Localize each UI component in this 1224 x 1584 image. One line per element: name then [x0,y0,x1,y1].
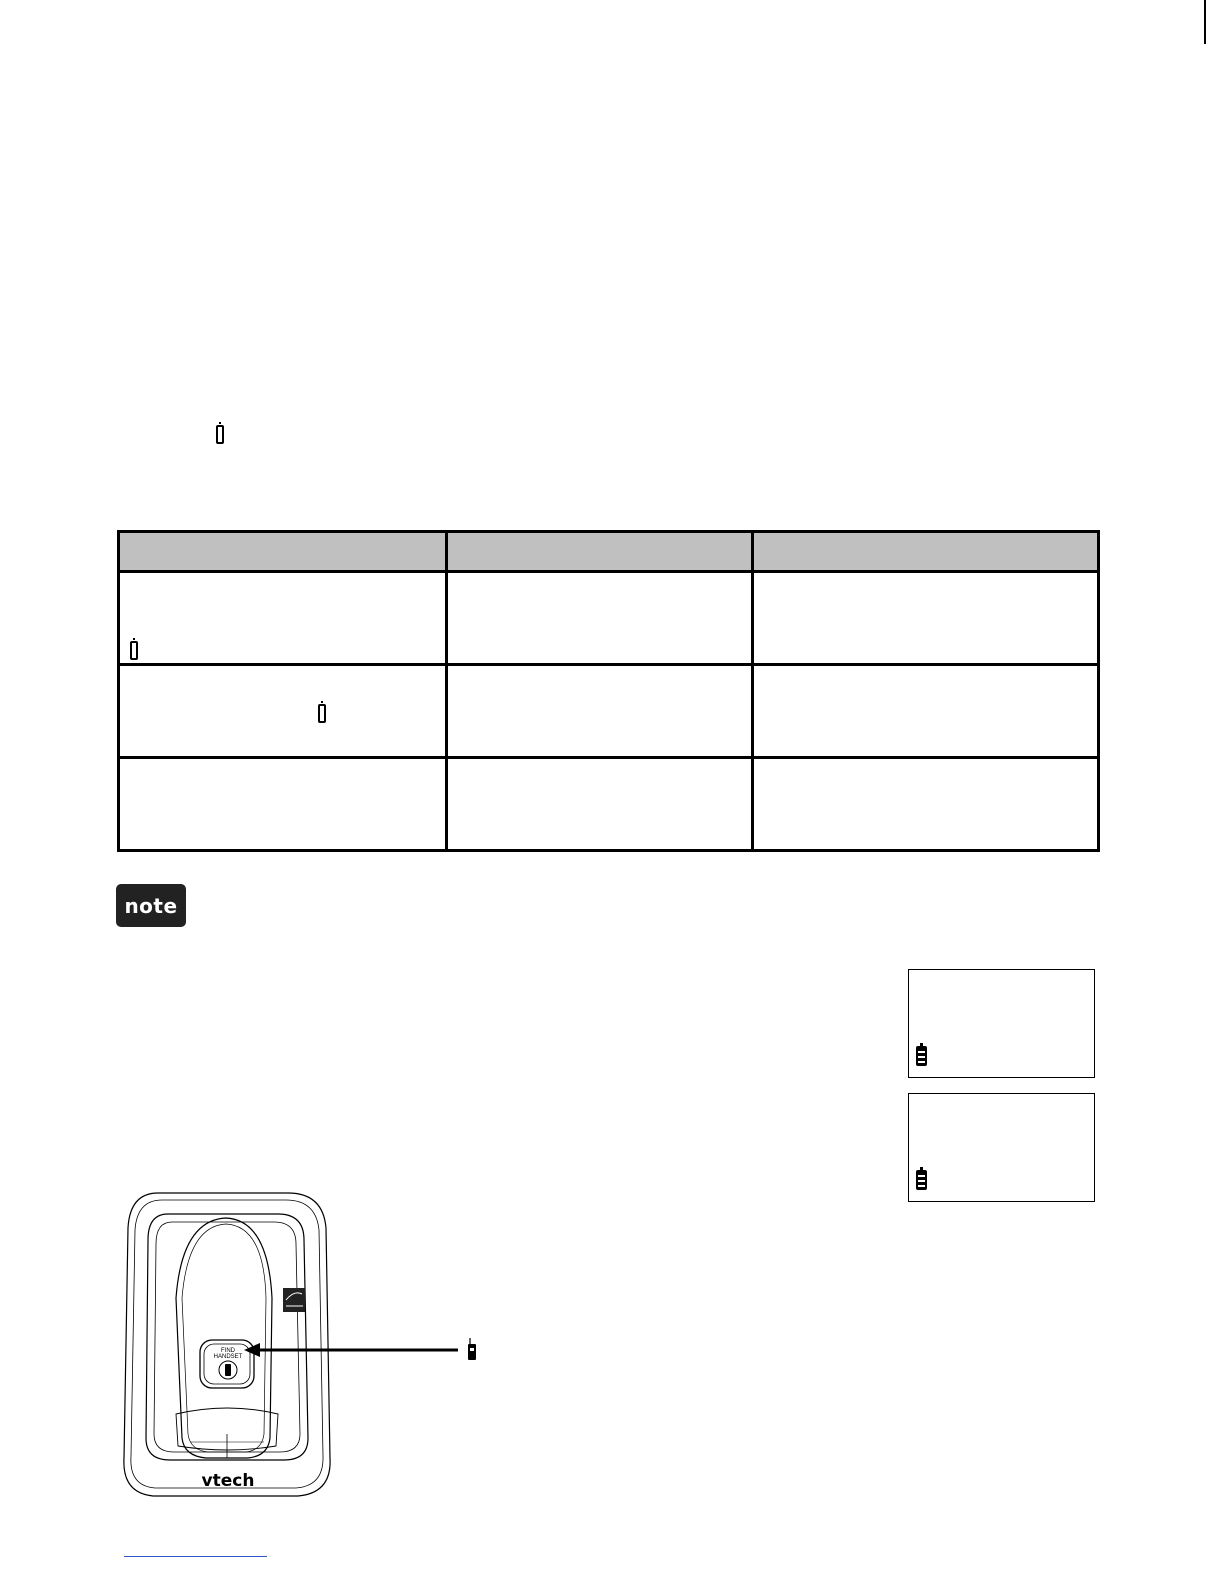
battery-full-icon [916,1046,927,1066]
table-cell [119,572,447,665]
table-cell [753,665,1099,758]
table-row [119,758,1099,851]
table-header-cell [119,532,447,572]
handset-phone-icon [468,1344,476,1360]
table-cell [753,758,1099,851]
find-handset-label: HANDSET [213,1354,243,1360]
battery-empty-outline-icon [216,425,224,444]
battery-empty-outline-icon [130,641,138,660]
table-cell [447,665,753,758]
handset-screen-display [908,969,1095,1078]
page-edge-rule [1204,0,1206,44]
table-cell [119,758,447,851]
footer-link-underline [124,1556,267,1557]
table-header-row [119,532,1099,572]
handset-screen-display [908,1093,1095,1202]
battery-empty-outline-icon [318,704,326,723]
find-handset-label: FIND [221,1348,235,1354]
table-header-cell [447,532,753,572]
handset-phone-icon [225,1364,231,1376]
brand-logo: vtech [201,1471,255,1491]
table-cell [447,758,753,851]
table-row [119,665,1099,758]
telephone-base-illustration [118,1188,498,1518]
table-row [119,572,1099,665]
battery-status-table [117,530,1100,852]
battery-full-icon [916,1170,927,1190]
note-badge: note [116,884,186,927]
table-cell [447,572,753,665]
table-cell [119,665,447,758]
table-header-cell [753,532,1099,572]
table-cell [753,572,1099,665]
